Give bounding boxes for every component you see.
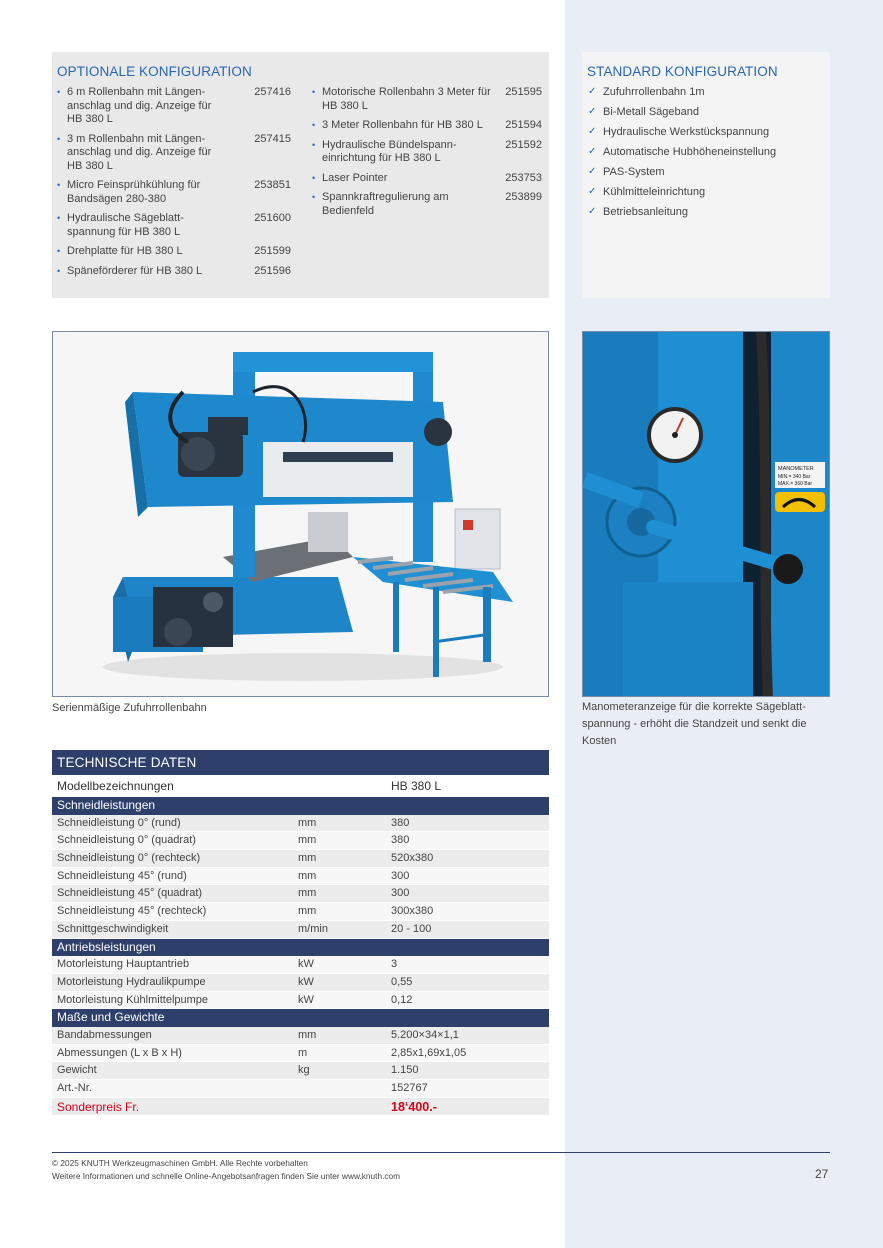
row-value: 300 <box>391 887 410 900</box>
standard-item <box>588 166 776 186</box>
bullet-icon: • <box>57 180 61 190</box>
optional-item <box>312 119 548 133</box>
optional-item-number: 253753 <box>505 171 542 184</box>
row-value: 300x380 <box>391 905 434 918</box>
table-row <box>52 1080 549 1098</box>
check-icon: ✓ <box>588 146 597 157</box>
section-title: Maße und Gewichte <box>57 1010 165 1025</box>
optional-item-number: 257416 <box>254 86 291 98</box>
footer-info: Weitere Informationen und schnelle Online-Angebotsanfragen finden Sie unter www.knuth.com <box>52 1171 401 1181</box>
check-icon: ✓ <box>588 206 597 217</box>
standard-item-text: Kühlmitteleinrichtung <box>603 186 706 198</box>
table-row <box>52 850 549 868</box>
standard-item <box>588 186 776 206</box>
footer-divider <box>52 1152 830 1153</box>
table-row <box>52 1045 549 1063</box>
optional-item <box>57 133 293 174</box>
table-row <box>52 815 549 833</box>
row-unit: mm <box>298 869 317 882</box>
standard-item <box>588 126 776 146</box>
optional-item-number: 251596 <box>254 264 291 277</box>
standard-item-text: Bi-Metall Sägeband <box>603 106 700 118</box>
standard-item-text: Automatische Hubhöheneinstellung <box>603 146 777 158</box>
row-unit: mm <box>298 852 317 865</box>
price-value: 18‘400.- <box>391 1099 437 1114</box>
optional-item-text: 3 Meter Rollenbahn für HB 380 L <box>322 119 483 131</box>
plate-line-2: MAX.= 360 Bar <box>778 481 813 487</box>
manometer-detail-photo <box>582 331 830 697</box>
table-row <box>52 974 549 992</box>
model-value: HB 380 L <box>391 779 442 793</box>
optional-item-number: 251592 <box>505 138 542 151</box>
bullet-icon: • <box>312 192 316 202</box>
bullet-icon: • <box>312 87 316 97</box>
row-label: Schneidleistung 45° (rechteck) <box>57 905 207 918</box>
standard-item <box>588 146 776 166</box>
optional-list-col2 <box>312 86 548 224</box>
optional-item <box>57 179 293 206</box>
optional-item-number: 251594 <box>505 119 542 131</box>
row-unit: mm <box>298 834 317 847</box>
standard-item-text: Zufuhrrollenbahn 1m <box>603 86 705 98</box>
optional-item-text: Laser Pointer <box>322 171 388 184</box>
bullet-icon: • <box>57 133 61 144</box>
row-value: 152767 <box>391 1082 428 1094</box>
row-value: 300 <box>391 869 410 882</box>
technical-data-table <box>52 750 549 1115</box>
price-row <box>52 1098 549 1116</box>
section-title: Antriebsleistungen <box>57 939 156 954</box>
section-header <box>52 1009 549 1027</box>
optional-item-number: 253851 <box>254 179 291 191</box>
check-icon: ✓ <box>588 86 597 97</box>
row-value: 380 <box>391 816 410 829</box>
optional-item-number: 251600 <box>254 212 291 224</box>
optional-item <box>312 139 548 166</box>
technical-data-title: TECHNISCHE DATEN <box>52 750 549 775</box>
row-unit: mm <box>298 816 317 829</box>
standard-list <box>588 86 776 226</box>
row-label: Schneidleistung 0° (quadrat) <box>57 834 196 847</box>
footer-copyright: © 2025 KNUTH Werkzeugmaschinen GmbH. Alle Rechte vorbehalten <box>52 1158 308 1168</box>
row-label: Schneidleistung 45° (quadrat) <box>57 887 203 900</box>
standard-item-text: Betriebsanleitung <box>603 206 689 218</box>
table-row <box>52 992 549 1010</box>
optional-item-number: 251599 <box>254 245 291 257</box>
row-label: Gewicht <box>57 1064 97 1077</box>
technical-data-body <box>52 797 549 1098</box>
row-unit: kW <box>298 975 314 988</box>
row-value: 0,12 <box>391 993 413 1006</box>
optional-item <box>312 86 548 113</box>
bullet-icon: • <box>57 87 61 97</box>
row-value: 1.150 <box>391 1064 419 1077</box>
bullet-icon: • <box>312 120 316 130</box>
plate-title: MANOMETER <box>778 466 814 472</box>
row-unit: mm <box>298 887 317 900</box>
row-unit: kW <box>298 958 314 971</box>
optional-item-text: 6 m Rollenbahn mit Längen-anschlag und dig. Anzeige für HB 380 L <box>67 86 212 125</box>
model-label: Modellbezeichnungen <box>57 779 174 793</box>
optional-item <box>312 191 548 218</box>
check-icon: ✓ <box>588 126 597 137</box>
optional-item <box>312 172 548 186</box>
standard-configuration-title: STANDARD KONFIGURATION <box>587 64 778 79</box>
check-icon: ✓ <box>588 166 597 177</box>
standard-configuration-box <box>582 52 830 298</box>
row-value: 5.200×34×1,1 <box>391 1028 459 1041</box>
optional-item-text: Spannkraftregulierung am Bedienfeld <box>322 191 449 217</box>
row-label: Motorleistung Kühlmittelpumpe <box>57 993 209 1006</box>
row-label: Schneidleistung 0° (rund) <box>57 816 181 829</box>
row-value: 520x380 <box>391 852 434 865</box>
model-row <box>52 775 549 797</box>
optional-item-text: Drehplatte für HB 380 L <box>67 245 183 257</box>
row-unit: kg <box>298 1064 310 1077</box>
row-label: Schneidleistung 45° (rund) <box>57 869 187 882</box>
check-icon: ✓ <box>588 186 597 197</box>
row-unit: m/min <box>298 922 328 935</box>
row-label: Art.-Nr. <box>57 1082 92 1094</box>
standard-item <box>588 206 776 226</box>
row-value: 2,85x1,69x1,05 <box>391 1046 467 1059</box>
row-label: Bandabmessungen <box>57 1028 152 1041</box>
optional-item <box>57 245 293 259</box>
section-header <box>52 797 549 815</box>
standard-item-text: PAS-System <box>603 166 665 178</box>
manometer-illustration <box>583 332 830 697</box>
bullet-icon: • <box>57 265 61 276</box>
optional-list-col1 <box>57 86 293 284</box>
plate-line-1: MIN.= 340 Bar <box>778 474 811 480</box>
table-row <box>52 1027 549 1045</box>
bullet-icon: • <box>312 172 316 183</box>
bullet-icon: • <box>312 139 316 150</box>
row-unit: m <box>298 1046 308 1059</box>
optional-configuration-title: OPTIONALE KONFIGURATION <box>57 64 252 79</box>
standard-item <box>588 86 776 106</box>
row-label: Schnittgeschwindigkeit <box>57 922 169 935</box>
optional-item-number: 251595 <box>505 86 542 98</box>
standard-item-text: Hydraulische Werkstückspannung <box>603 126 770 138</box>
row-unit: mm <box>298 905 317 918</box>
table-row <box>52 956 549 974</box>
row-value: 380 <box>391 834 410 847</box>
standard-item <box>588 106 776 126</box>
table-row <box>52 832 549 850</box>
row-value: 3 <box>391 958 398 971</box>
row-label: Motorleistung Hydraulikpumpe <box>57 975 206 988</box>
row-label: Schneidleistung 0° (rechteck) <box>57 852 201 865</box>
price-label: Sonderpreis Fr. <box>57 1099 140 1114</box>
optional-configuration-box <box>52 52 549 298</box>
section-title: Schneidleistungen <box>57 798 156 812</box>
optional-item-number: 257415 <box>254 132 291 145</box>
bullet-icon: • <box>57 246 61 256</box>
check-icon: ✓ <box>588 106 597 117</box>
row-unit: kW <box>298 993 314 1006</box>
bandsaw-machine-photo <box>52 331 549 697</box>
table-row <box>52 1062 549 1080</box>
bullet-icon: • <box>57 213 61 223</box>
row-label: Abmessungen (L x B x H) <box>57 1046 182 1059</box>
section-header <box>52 939 549 957</box>
optional-item-text: Hydraulische Sägeblatt-spannung für HB 380 L <box>67 212 184 238</box>
optional-item <box>57 265 293 279</box>
optional-item-text: Hydraulische Bündelspann-einrichtung für HB 380 L <box>322 138 457 164</box>
row-value: 0,55 <box>391 975 413 988</box>
optional-item-text: Motorische Rollenbahn 3 Meter für HB 380 L <box>322 86 491 112</box>
detail-photo-caption: Manometeranzeige für die korrekte Sägeblatt-spannung - erhöht die Standzeit und senkt die Kosten <box>582 701 807 747</box>
main-photo-caption: Serienmäßige Zufuhrrollenbahn <box>52 702 207 714</box>
row-label: Motorleistung Hauptantrieb <box>57 958 190 971</box>
page-number: 27 <box>815 1167 829 1181</box>
optional-item-number: 253899 <box>505 191 542 203</box>
row-value: 20 - 100 <box>391 922 432 935</box>
optional-item-text: 3 m Rollenbahn mit Längen-anschlag und dig. Anzeige für HB 380 L <box>67 132 212 172</box>
table-row <box>52 903 549 921</box>
optional-item <box>57 212 293 239</box>
optional-item-text: Späneförderer für HB 380 L <box>67 264 203 277</box>
row-unit: mm <box>298 1028 317 1041</box>
table-row <box>52 921 549 939</box>
optional-item <box>57 86 293 127</box>
optional-item-text: Micro Feinsprühkühlung für Bandsägen 280-380 <box>67 179 201 205</box>
table-row <box>52 885 549 903</box>
bandsaw-illustration <box>53 332 549 697</box>
table-row <box>52 868 549 886</box>
